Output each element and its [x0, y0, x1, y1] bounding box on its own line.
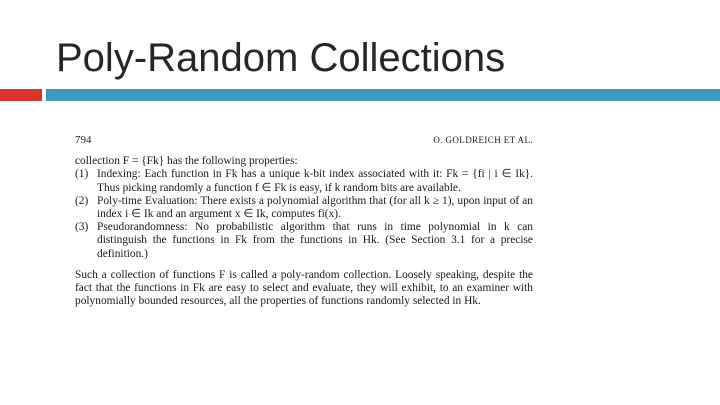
property-item	[75, 168, 533, 194]
accent-bar-red	[0, 89, 42, 101]
page-number: 794	[75, 134, 92, 146]
item-number: (1)	[75, 168, 89, 181]
running-head: O. GOLDREICH ET AL.	[433, 135, 533, 145]
page-header	[75, 134, 533, 147]
item-number: (2)	[75, 194, 89, 207]
slide-title: Poly-Random Collections	[56, 36, 506, 80]
accent-bar-blue	[46, 89, 720, 101]
closing-paragraph: Such a collection of functions F is called a poly-random collection. Loosely speaking, despite the fact that the functions in Fk are easy to select and evaluate, they will exhibit, to an examiner with polynomially bounded resources, all the properties of functions randomly selected in Hk.	[75, 268, 533, 308]
property-item	[75, 221, 533, 261]
item-number: (3)	[75, 221, 89, 234]
scanned-page-excerpt	[66, 123, 544, 371]
item-text: Poly-time Evaluation: There exists a polynomial algorithm that (for all k ≥ 1), upon input of an index i ∈ Ik and an argument x ∈ Ik, computes fi(x).	[97, 194, 533, 221]
intro-text: collection F = {Fk} has the following properties:	[75, 155, 298, 168]
property-item	[75, 195, 533, 221]
item-text: Indexing: Each function in Fk has a unique k-bit index associated with it: Fk = {fi | i ∈ Ik}. Thus picking randomly a function f ∈ Fk is easy, if k random bits are available.	[97, 168, 533, 194]
item-text: Pseudorandomness: No probabilistic algorithm that runs in time polynomial in k can distinguish the functions in Fk from the functions in Hk. (See Section 3.1 for a precise definition.)	[97, 221, 533, 260]
